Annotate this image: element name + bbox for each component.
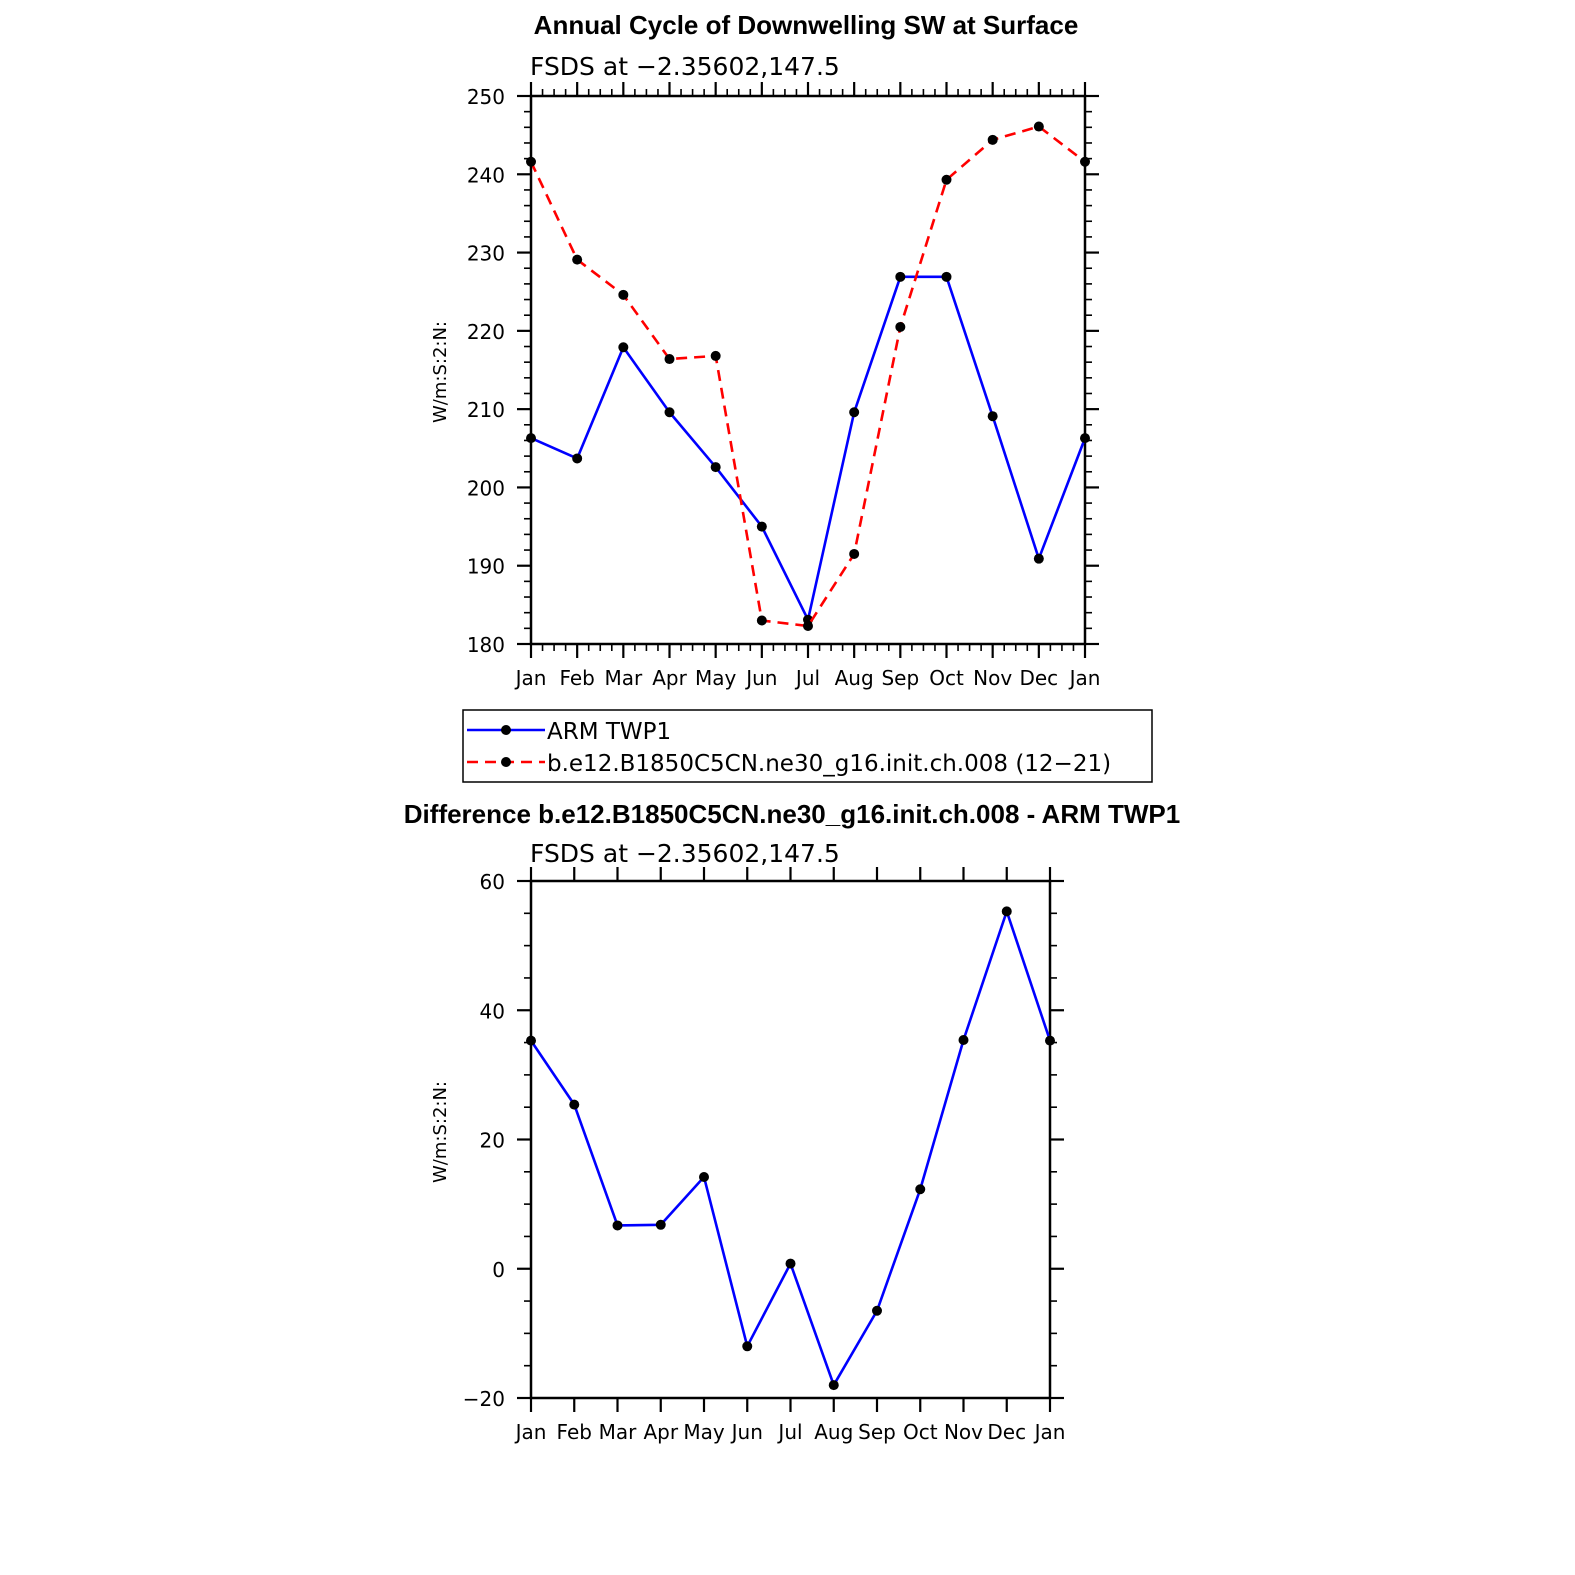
legend-marker-arm	[501, 725, 511, 735]
x-tick-label: Jan	[515, 1420, 547, 1444]
data-point	[569, 1100, 579, 1110]
y-axis-label: W/m:S:2:N:	[430, 1081, 451, 1183]
x-tick-label: May	[683, 1420, 725, 1444]
data-point	[1034, 122, 1044, 132]
x-tick-label: Dec	[1019, 666, 1059, 690]
data-point	[895, 322, 905, 332]
data-point	[942, 272, 952, 282]
data-point	[618, 290, 628, 300]
data-point	[526, 1036, 536, 1046]
data-point	[872, 1306, 882, 1316]
data-point	[699, 1172, 709, 1182]
data-point	[988, 135, 998, 145]
data-point	[742, 1341, 752, 1351]
data-point	[711, 351, 721, 361]
data-point	[665, 407, 675, 417]
data-point	[656, 1220, 666, 1230]
y-tick-label: 220	[466, 319, 505, 344]
legend	[463, 710, 1152, 782]
y-tick-label: 210	[466, 398, 505, 423]
legend-label-model: b.e12.B1850C5CN.ne30_g16.init.ch.008 (12−21)	[547, 751, 1112, 777]
y-tick-label: 250	[466, 85, 505, 109]
data-point	[572, 453, 582, 463]
data-point	[1034, 554, 1044, 564]
y-tick-label: 230	[466, 241, 505, 266]
data-point	[942, 175, 952, 185]
data-point	[959, 1035, 969, 1045]
y-tick-label: 40	[479, 999, 505, 1024]
x-tick-label: Nov	[973, 666, 1013, 690]
legend-marker-model	[501, 757, 511, 767]
data-point	[786, 1259, 796, 1269]
x-tick-label: Apr	[643, 1420, 679, 1444]
x-tick-label: Oct	[929, 666, 964, 690]
x-tick-label: Sep	[881, 666, 920, 690]
chart-subtitle: FSDS at −2.35602,147.5	[530, 52, 840, 81]
y-axis-label: W/m:S:2:N:	[430, 321, 451, 423]
x-tick-label: Jan	[1069, 666, 1101, 690]
y-tick-label: 190	[466, 554, 505, 579]
x-tick-label: Jun	[746, 666, 778, 690]
x-tick-label: Mar	[604, 666, 643, 690]
data-point	[1045, 1036, 1055, 1046]
x-tick-label: Jul	[778, 1420, 803, 1444]
data-point	[915, 1184, 925, 1194]
x-tick-label: Dec	[987, 1420, 1027, 1444]
y-tick-label: −20	[462, 1387, 505, 1411]
series-line-1	[531, 127, 1085, 626]
data-point	[526, 433, 536, 443]
x-tick-label: Oct	[902, 1420, 938, 1444]
data-point	[988, 411, 998, 421]
data-point	[1002, 906, 1012, 916]
y-tick-label: 0	[492, 1257, 505, 1282]
x-tick-label: Feb	[559, 666, 595, 690]
data-point	[711, 462, 721, 472]
y-tick-label: 60	[479, 870, 505, 894]
x-tick-label: Aug	[814, 1420, 854, 1444]
x-tick-label: Jun	[731, 1420, 763, 1444]
data-point	[1080, 433, 1090, 443]
y-tick-label: 240	[466, 163, 505, 188]
series-group	[526, 906, 1055, 1390]
data-point	[618, 342, 628, 352]
data-point	[757, 616, 767, 626]
data-point	[665, 354, 675, 364]
data-point	[1080, 157, 1090, 167]
x-tick-label: Nov	[943, 1420, 984, 1444]
x-tick-label: Sep	[858, 1420, 896, 1444]
series-group	[526, 122, 1090, 631]
axis-ticks	[467, 82, 1101, 690]
y-tick-label: 200	[466, 476, 505, 501]
x-tick-label: Jan	[1034, 1420, 1066, 1444]
y-tick-label: 180	[466, 633, 505, 657]
chart-title: Difference b.e12.B1850C5CN.ne30_g16.init.ch.008 - ARM TWP1	[403, 799, 1181, 829]
data-point	[757, 522, 767, 532]
difference-panel	[404, 799, 1180, 1444]
x-tick-label: Mar	[598, 1420, 637, 1444]
x-tick-label: May	[694, 666, 737, 690]
data-point	[613, 1220, 623, 1230]
data-point	[829, 1380, 839, 1390]
data-point	[526, 157, 536, 167]
x-tick-label: Feb	[556, 1420, 592, 1444]
plot-frame	[531, 881, 1050, 1398]
y-tick-label: 20	[479, 1128, 505, 1153]
x-tick-label: Jan	[515, 666, 547, 690]
series-line-0	[531, 911, 1050, 1385]
data-point	[572, 255, 582, 265]
x-tick-label: Jul	[795, 666, 821, 690]
legend-label-arm: ARM TWP1	[547, 719, 672, 745]
data-point	[803, 621, 813, 631]
x-tick-label: Aug	[834, 666, 874, 690]
chart-subtitle: FSDS at −2.35602,147.5	[530, 839, 840, 868]
series-line-0	[531, 277, 1085, 620]
axis-ticks	[463, 867, 1066, 1444]
data-point	[849, 407, 859, 417]
chart-title: Annual Cycle of Downwelling SW at Surface	[533, 10, 1079, 40]
data-point	[895, 272, 905, 282]
x-tick-label: Apr	[652, 666, 687, 690]
annual-cycle-panel	[430, 10, 1152, 782]
data-point	[849, 549, 859, 559]
